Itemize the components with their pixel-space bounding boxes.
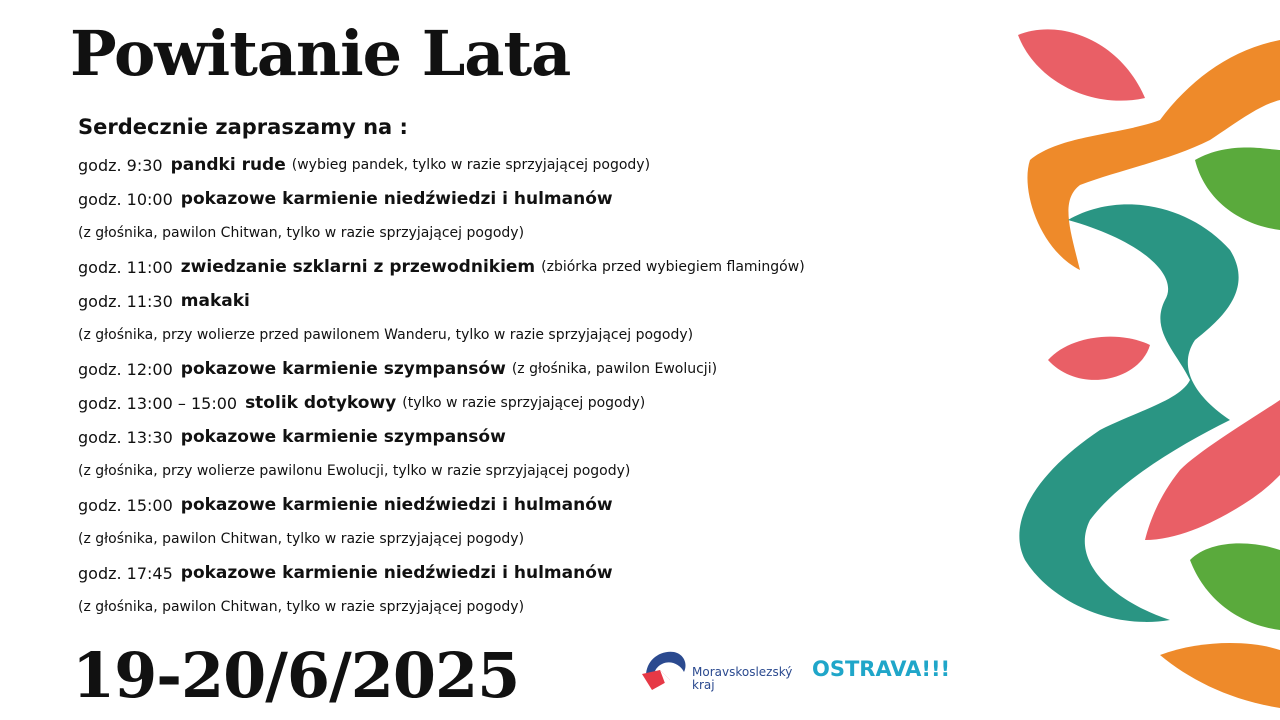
- event-title: stolik dotykowy: [245, 393, 397, 413]
- program-event-line: [78, 148, 958, 182]
- event-note: (z głośnika, przy wolierze pawilonu Ewolucji, tylko w razie sprzyjającej pogody): [78, 463, 631, 479]
- event-title: makaki: [180, 291, 250, 311]
- event-title: pokazowe karmienie niedźwiedzi i hulmanów: [180, 189, 613, 209]
- moravskoslezsky-logo-text: [692, 666, 792, 692]
- event-note: (z głośnika, przy wolierze przed pawilonem Wanderu, tylko w razie sprzyjającej pogody): [78, 327, 694, 343]
- event-time: godz. 11:00: [78, 257, 173, 277]
- event-date: 19-20/6/2025: [72, 639, 520, 712]
- event-time: godz. 12:00: [78, 359, 173, 379]
- program-event-line: [78, 250, 958, 284]
- event-title: pokazowe karmienie szympansów: [180, 427, 506, 447]
- logo-line-2: kraj: [692, 678, 715, 692]
- event-time: godz. 17:45: [78, 563, 173, 583]
- program-event-line: [78, 352, 958, 386]
- event-note: (z głośnika, pawilon Chitwan, tylko w razie sprzyjającej pogody): [78, 531, 525, 547]
- event-time: godz. 10:00: [78, 189, 173, 209]
- decorative-leaves-graphic: [1000, 0, 1280, 720]
- event-title: pokazowe karmienie niedźwiedzi i hulmanów: [180, 495, 613, 515]
- event-note: (tylko w razie sprzyjającej pogody): [402, 395, 646, 411]
- event-time: godz. 11:30: [78, 291, 173, 311]
- event-note: (z głośnika, pawilon Ewolucji): [511, 361, 718, 377]
- green-leaf-top: [1195, 148, 1280, 231]
- event-note: (z głośnika, pawilon Chitwan, tylko w razie sprzyjającej pogody): [78, 225, 525, 241]
- event-title: pokazowe karmienie szympansów: [180, 359, 506, 379]
- program-note-line: [78, 590, 958, 624]
- program-note-line: [78, 216, 958, 250]
- event-note: (zbiórka przed wybiegiem flamingów): [541, 259, 805, 275]
- program-note-line: [78, 522, 958, 556]
- intro-heading: Serdecznie zapraszamy na :: [78, 115, 408, 139]
- event-title: zwiedzanie szklarni z przewodnikiem: [180, 257, 536, 277]
- program-event-line: [78, 284, 958, 318]
- moravskoslezsky-logo: [640, 646, 800, 696]
- program-event-line: [78, 488, 958, 522]
- event-title: pokazowe karmienie niedźwiedzi i hulmanów: [180, 563, 613, 583]
- coral-leaf-top: [1018, 29, 1145, 100]
- event-time: godz. 9:30: [78, 155, 163, 175]
- event-title: pandki rude: [170, 155, 286, 175]
- program-event-line: [78, 556, 958, 590]
- coral-leaf-middle: [1048, 337, 1150, 380]
- program-note-line: [78, 318, 958, 352]
- program-list: [78, 148, 958, 624]
- program-note-line: [78, 454, 958, 488]
- event-note: (z głośnika, pawilon Chitwan, tylko w razie sprzyjającej pogody): [78, 599, 525, 615]
- page-title: Powitanie Lata: [70, 17, 571, 90]
- orange-leaf-bottom: [1160, 643, 1280, 708]
- program-event-line: [78, 182, 958, 216]
- logo-line-1: Moravskoslezský: [692, 665, 793, 679]
- program-event-line: [78, 386, 958, 420]
- event-time: godz. 13:00 – 15:00: [78, 393, 238, 413]
- program-event-line: [78, 420, 958, 454]
- green-leaf-bottom: [1190, 543, 1280, 630]
- event-note: (wybieg pandek, tylko w razie sprzyjającej pogody): [291, 157, 651, 173]
- ostrava-logo: OSTRAVA!!!: [812, 657, 951, 681]
- moravskoslezsky-emblem-icon: [640, 646, 690, 694]
- event-time: godz. 13:30: [78, 427, 173, 447]
- event-time: godz. 15:00: [78, 495, 173, 515]
